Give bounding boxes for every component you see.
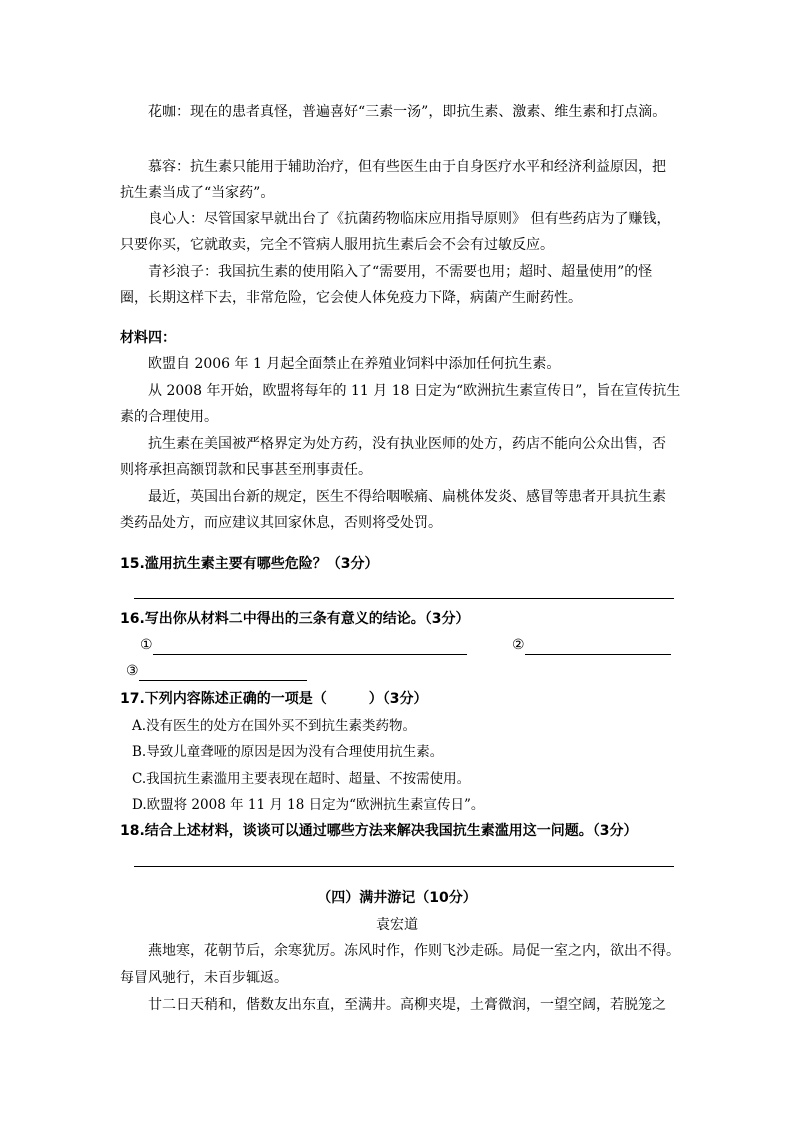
q16-mark-1: ① bbox=[140, 637, 153, 653]
section4-title: （四）满井游记（10分） bbox=[317, 890, 477, 906]
passage-para2-line1: 廿二日天稍和，偕数友出东直，至满井。高柳夹堤，土膏微润，一望空阔，若脱笼之 bbox=[148, 997, 666, 1013]
forum-post-murong-line2: 抗生素当成了“当家药”。 bbox=[120, 185, 275, 201]
q16-answer-row-3 bbox=[126, 661, 307, 681]
answer-line-q15[interactable] bbox=[134, 598, 674, 599]
forum-post-liangxinren-line1: 良心人：尽管国家早就出台了《抗菌药物临床应用指导原则》 但有些药店为了赚钱， bbox=[148, 211, 671, 227]
forum-post-murong-line1: 慕容：抗生素只能用于辅助治疗，但有些医生由于自身医疗水平和经济利益原因，把 bbox=[148, 159, 666, 175]
question-18: 18.结合上述材料，谈谈可以通过哪些方法来解决我国抗生素滥用这一问题。（3分） bbox=[120, 823, 638, 839]
forum-post-qingshan-line1: 青衫浪子：我国抗生素的使用陷入了“需要用，不需要也用；超时、超量使用”的怪 bbox=[148, 264, 653, 280]
q16-answer-row-1 bbox=[140, 635, 467, 655]
q16-mark-2: ② bbox=[512, 637, 525, 653]
material4-para1: 欧盟自 2006 年 1 月起全面禁止在养殖业饲料中添加任何抗生素。 bbox=[148, 356, 561, 372]
material4-heading: 材料四： bbox=[120, 330, 176, 346]
passage-para1-line1: 燕地寒，花朝节后，余寒犹厉。冻风时作，作则飞沙走砾。局促一室之内，欲出不得。 bbox=[148, 943, 680, 959]
question-17: 17.下列内容陈述正确的一项是（ ）（3分） bbox=[120, 691, 428, 707]
material4-para3-line1: 抗生素在美国被严格界定为处方药，没有执业医师的处方，药店不能向公众出售，否 bbox=[148, 436, 666, 452]
q17-option-b[interactable]: B.导致儿童聋哑的原因是因为没有合理使用抗生素。 bbox=[132, 744, 444, 760]
forum-post-liangxinren-line2: 只要你买，它就敢卖，完全不管病人服用抗生素后会不会有过敏反应。 bbox=[120, 237, 554, 253]
forum-post-huaka: 花咖：现在的患者真怪，普遍喜好“三素一汤”，即抗生素、激素、维生素和打点滴。 bbox=[148, 104, 667, 120]
section4-author: 袁宏道 bbox=[376, 917, 418, 933]
forum-post-qingshan-line2: 圈，长期这样下去，非常危险，它会使人体免疫力下降，病菌产生耐药性。 bbox=[120, 290, 582, 306]
q17-option-a[interactable]: A.没有医生的处方在国外买不到抗生素类药物。 bbox=[132, 718, 417, 734]
material4-para2-line1: 从 2008 年开始，欧盟将每年的 11 月 18 日定为“欧洲抗生素宣传日”，旨在宣传抗生 bbox=[148, 383, 681, 399]
passage-para1-line2: 每冒风驰行，未百步辄返。 bbox=[120, 970, 288, 986]
material4-para4-line1: 最近，英国出台新的规定，医生不得给咽喉痛、扁桃体发炎、感冒等患者开具抗生素 bbox=[148, 489, 666, 505]
q16-answer-blank-3[interactable] bbox=[139, 664, 307, 681]
material4-para4-line2: 类药品处方，而应建议其回家休息，否则将受处罚。 bbox=[120, 515, 442, 531]
q17-option-c[interactable]: C.我国抗生素滥用主要表现在超时、超量、不按需使用。 bbox=[132, 771, 471, 787]
q16-answer-blank-2[interactable] bbox=[525, 638, 671, 655]
q16-answer-blank-1[interactable] bbox=[153, 638, 467, 655]
q16-answer-row-2 bbox=[512, 635, 671, 655]
question-15: 15.滥用抗生素主要有哪些危险？（3分） bbox=[120, 556, 379, 572]
question-16: 16.写出你从材料二中得出的三条有意义的结论。（3分） bbox=[120, 611, 470, 627]
q16-mark-3: ③ bbox=[126, 663, 139, 679]
material4-para3-line2: 则将承担高额罚款和民事甚至刑事责任。 bbox=[120, 462, 372, 478]
material4-para2-line2: 素的合理使用。 bbox=[120, 409, 218, 425]
q17-option-d[interactable]: D.欧盟将 2008 年 11 月 18 日定为“欧洲抗生素宣传日”。 bbox=[132, 797, 485, 813]
answer-line-q18[interactable] bbox=[134, 866, 674, 867]
